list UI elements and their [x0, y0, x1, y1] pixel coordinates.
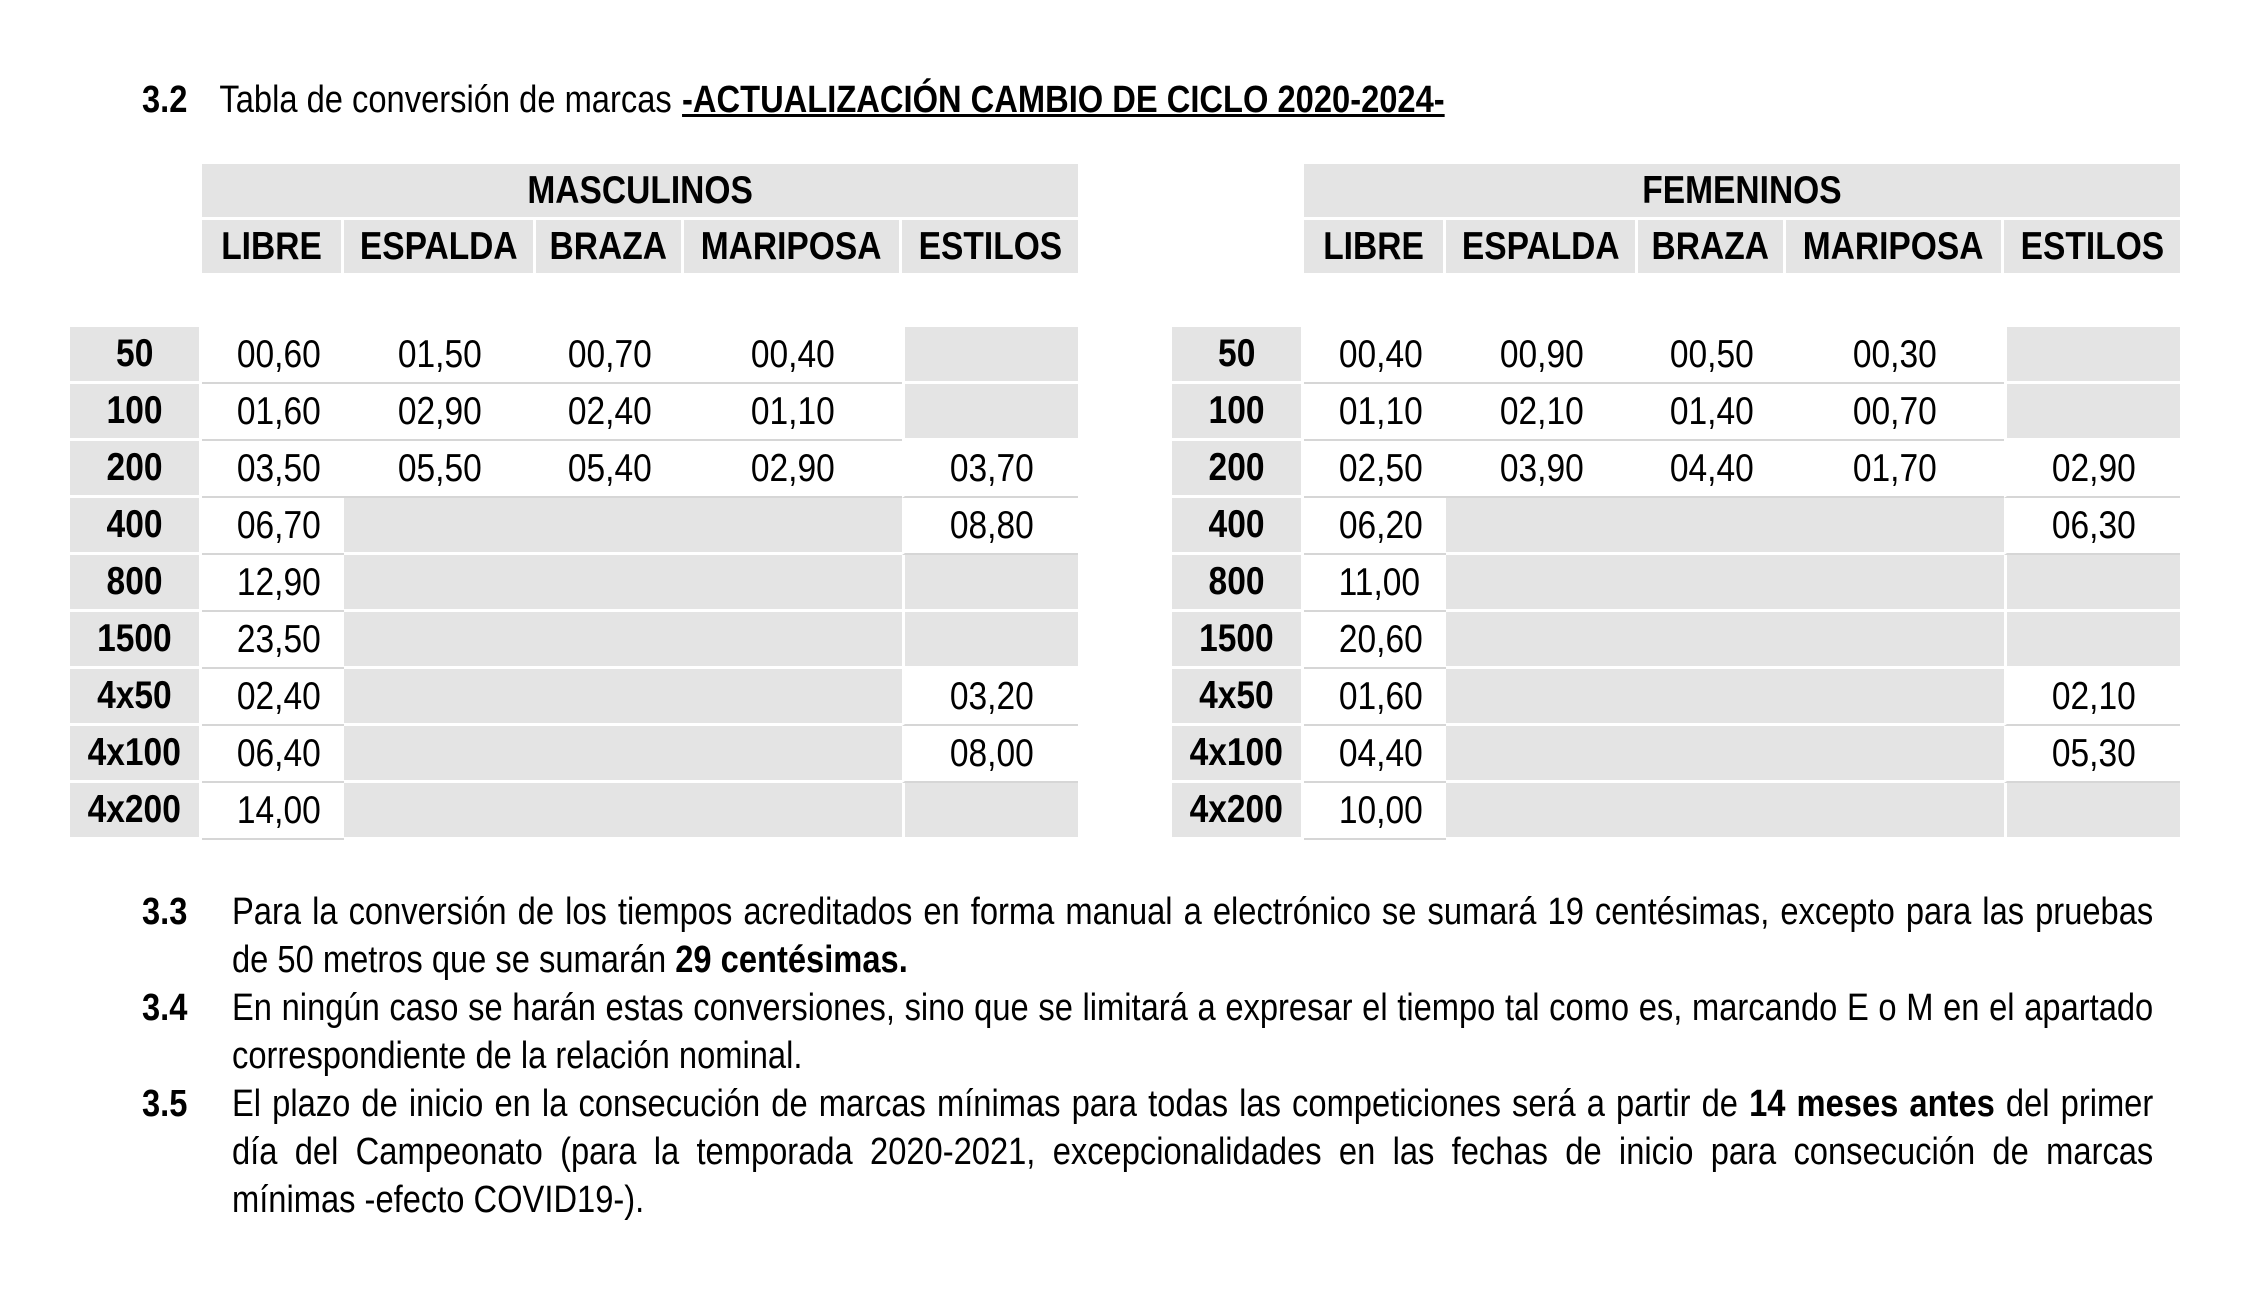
corner-cell: [70, 164, 202, 220]
value-cell-text: 02,90: [2051, 446, 2136, 490]
empty-cell: [1638, 612, 1786, 669]
column-header-espalda-text: ESPALDA: [1461, 224, 1620, 268]
value-cell-text: 01,70: [1853, 446, 1937, 490]
spacer-cell: [536, 273, 684, 327]
value-cell: [1446, 327, 1638, 384]
distance-label: [70, 327, 202, 384]
distance-label-text: 800: [1208, 560, 1265, 603]
distance-label-text: 1500: [1199, 617, 1274, 660]
table-row: [70, 783, 1078, 840]
empty-cell: [1446, 555, 1638, 612]
value-cell: [1786, 327, 2004, 384]
distance-label: [1172, 498, 1304, 555]
table-row: [1172, 327, 2180, 384]
empty-cell: [902, 612, 1078, 669]
spacer-cell: [1638, 273, 1786, 327]
note-item: [142, 984, 2166, 1080]
corner-cell: [70, 220, 202, 273]
value-cell-text: 06,20: [1338, 503, 1423, 547]
distance-label: [1172, 783, 1304, 840]
spacer-cell: [70, 273, 202, 327]
table-row: [1172, 783, 2180, 840]
column-header-braza: [1638, 220, 1786, 273]
value-cell-text: 01,50: [398, 332, 482, 376]
column-header-libre: [1304, 220, 1446, 273]
value-cell: [2004, 498, 2180, 555]
column-header-mariposa-text: MARIPOSA: [701, 224, 882, 268]
value-cell: [902, 726, 1078, 783]
spacer-cell: [1304, 273, 1446, 327]
value-cell: [1786, 441, 2004, 498]
column-header-libre-text: LIBRE: [221, 224, 322, 268]
note-text: [232, 888, 2153, 984]
distance-label: [70, 384, 202, 441]
value-cell-text: 00,60: [236, 332, 321, 376]
empty-cell: [536, 669, 684, 726]
value-cell: [202, 555, 344, 612]
table-row: [1172, 612, 2180, 669]
value-cell-text: 06,30: [2051, 503, 2136, 547]
distance-label: [1172, 726, 1304, 783]
masculinos-title-text: MASCULINOS: [527, 168, 753, 212]
spacer-cell: [1786, 273, 2004, 327]
value-cell: [1304, 498, 1446, 555]
value-cell-text: 01,10: [751, 389, 835, 433]
note-number: 3.5: [142, 1083, 188, 1125]
empty-cell: [1786, 555, 2004, 612]
value-cell: [684, 327, 902, 384]
distance-label-text: 800: [106, 560, 163, 603]
value-cell: [202, 726, 344, 783]
table-row: [1172, 669, 2180, 726]
column-header-estilos: [2004, 220, 2180, 273]
empty-cell: [1638, 555, 1786, 612]
value-cell-text: 08,00: [949, 731, 1034, 775]
distance-label: [70, 783, 202, 840]
value-cell: [344, 441, 536, 498]
value-cell: [202, 327, 344, 384]
value-cell: [1304, 327, 1446, 384]
value-cell: [202, 384, 344, 441]
value-cell-text: 04,40: [1670, 446, 1754, 490]
distance-label-text: 400: [106, 503, 163, 546]
value-cell: [1446, 384, 1638, 441]
empty-cell: [1446, 612, 1638, 669]
empty-cell: [684, 498, 902, 555]
spacer-cell: [1172, 273, 1304, 327]
empty-cell: [1446, 783, 1638, 840]
distance-label-text: 4x200: [87, 788, 182, 831]
note-text: [232, 984, 2153, 1080]
empty-cell: [684, 555, 902, 612]
note-emphasis: 29 centésimas.: [675, 939, 908, 981]
distance-label-text: 4x200: [1189, 788, 1284, 831]
value-cell: [344, 384, 536, 441]
column-header-mariposa: [684, 220, 902, 273]
corner-cell: [1172, 220, 1304, 273]
value-cell: [684, 441, 902, 498]
distance-label-text: 1500: [97, 617, 172, 660]
value-cell-text: 02,40: [568, 389, 652, 433]
value-cell-text: 14,00: [236, 788, 321, 832]
distance-label-text: 400: [1208, 503, 1265, 546]
value-cell-text: 23,50: [236, 617, 321, 661]
value-cell-text: 02,10: [1500, 389, 1584, 433]
value-cell-text: 03,90: [1500, 446, 1584, 490]
value-cell: [1304, 612, 1446, 669]
value-cell: [2004, 669, 2180, 726]
distance-label-text: 200: [106, 446, 163, 489]
table-row: [70, 726, 1078, 783]
column-header-espalda: [344, 220, 536, 273]
note-item: [142, 888, 2166, 984]
note-emphasis: 14 meses antes: [1749, 1083, 1995, 1125]
value-cell-text: 02,50: [1338, 446, 1423, 490]
empty-cell: [2004, 612, 2180, 669]
value-cell: [1446, 441, 1638, 498]
distance-label-text: 4x50: [97, 674, 172, 717]
note-span: del primer día del Campeonato (para la temporada 2020-2021, excepcionalidades en las fechas de inicio para consecución de marcas mínimas -efecto COVID19-).: [232, 1083, 2154, 1221]
value-cell-text: 05,50: [398, 446, 482, 490]
value-cell: [902, 669, 1078, 726]
distance-label: [70, 726, 202, 783]
section-highlight: -ACTUALIZACIÓN CAMBIO DE CICLO 2020-2024-: [682, 79, 1445, 121]
note-span: El plazo de inicio en la consecución de marcas mínimas para todas las competiciones será a partir de: [232, 1083, 1750, 1125]
value-cell-text: 01,60: [1338, 674, 1423, 718]
value-cell: [1304, 384, 1446, 441]
empty-cell: [536, 555, 684, 612]
empty-cell: [1446, 669, 1638, 726]
spacer-cell: [684, 273, 902, 327]
distance-label: [1172, 612, 1304, 669]
table-row: [1172, 384, 2180, 441]
value-cell-text: 08,80: [949, 503, 1034, 547]
empty-cell: [684, 726, 902, 783]
table-row: [70, 327, 1078, 384]
empty-cell: [1786, 669, 2004, 726]
value-cell-text: 00,70: [568, 332, 652, 376]
empty-cell: [1786, 498, 2004, 555]
value-cell: [536, 384, 684, 441]
section-number: 3.2: [142, 79, 188, 121]
value-cell-text: 11,00: [1338, 560, 1421, 604]
value-cell: [1304, 783, 1446, 840]
column-header-mariposa: [1786, 220, 2004, 273]
distance-label: [70, 498, 202, 555]
value-cell: [536, 327, 684, 384]
empty-cell: [344, 726, 536, 783]
distance-label: [1172, 669, 1304, 726]
value-cell-text: 06,70: [236, 503, 321, 547]
empty-cell: [1638, 726, 1786, 783]
femeninos-table: [1172, 164, 2180, 840]
note-span: Para la conversión de los tiempos acreditados en forma manual a electrónico se sumará 19 centésimas, excepto para las pruebas de 50 metros que se sumarán: [232, 891, 2154, 981]
femeninos-title: [1304, 164, 2180, 220]
value-cell: [202, 612, 344, 669]
table-row: [70, 498, 1078, 555]
empty-cell: [902, 555, 1078, 612]
distance-label: [1172, 384, 1304, 441]
distance-label: [70, 555, 202, 612]
note-number: 3.3: [142, 891, 188, 933]
distance-label: [70, 669, 202, 726]
empty-cell: [536, 612, 684, 669]
empty-cell: [2004, 327, 2180, 384]
empty-cell: [536, 726, 684, 783]
value-cell: [1638, 327, 1786, 384]
empty-cell: [902, 384, 1078, 441]
distance-label-text: 4x100: [87, 731, 182, 774]
column-header-mariposa-text: MARIPOSA: [1803, 224, 1984, 268]
value-cell-text: 01,40: [1670, 389, 1754, 433]
distance-label-text: 50: [115, 332, 154, 375]
empty-cell: [1446, 498, 1638, 555]
value-cell-text: 20,60: [1338, 617, 1423, 661]
empty-cell: [1638, 783, 1786, 840]
empty-cell: [2004, 384, 2180, 441]
value-cell: [1638, 384, 1786, 441]
column-header-libre: [202, 220, 344, 273]
table-row: [1172, 555, 2180, 612]
column-header-estilos-text: ESTILOS: [918, 224, 1062, 268]
corner-cell: [1172, 164, 1304, 220]
column-header-braza-text: BRAZA: [549, 224, 668, 268]
column-header-estilos-text: ESTILOS: [2020, 224, 2164, 268]
distance-label-text: 100: [106, 389, 163, 432]
femeninos-title-text: FEMENINOS: [1642, 168, 1842, 212]
value-cell: [902, 498, 1078, 555]
value-cell-text: 00,40: [1338, 332, 1423, 376]
value-cell: [1304, 669, 1446, 726]
distance-label: [70, 441, 202, 498]
value-cell-text: 03,50: [236, 446, 321, 490]
empty-cell: [344, 612, 536, 669]
note-span: En ningún caso se harán estas conversiones, sino que se limitará a expresar el tiempo tal como es, marcando E o M en el apartado correspondiente de la relación nominal.: [232, 987, 2154, 1077]
value-cell-text: 05,30: [2051, 731, 2136, 775]
column-header-libre-text: LIBRE: [1323, 224, 1424, 268]
empty-cell: [344, 669, 536, 726]
empty-cell: [684, 669, 902, 726]
value-cell: [1638, 441, 1786, 498]
column-header-estilos: [902, 220, 1078, 273]
empty-cell: [684, 783, 902, 840]
empty-cell: [536, 783, 684, 840]
value-cell-text: 12,90: [236, 560, 321, 604]
value-cell-text: 00,50: [1670, 332, 1754, 376]
empty-cell: [536, 498, 684, 555]
table-row: [70, 555, 1078, 612]
distance-label: [70, 612, 202, 669]
table-row: [1172, 498, 2180, 555]
column-header-espalda-text: ESPALDA: [359, 224, 518, 268]
value-cell-text: 01,60: [236, 389, 321, 433]
empty-cell: [1786, 612, 2004, 669]
column-header-braza: [536, 220, 684, 273]
value-cell-text: 00,90: [1500, 332, 1584, 376]
empty-cell: [2004, 783, 2180, 840]
value-cell-text: 02,90: [398, 389, 482, 433]
value-cell-text: 01,10: [1338, 389, 1423, 433]
notes-list: [142, 888, 2166, 1224]
empty-cell: [1638, 498, 1786, 555]
value-cell: [1786, 384, 2004, 441]
masculinos-table: [70, 164, 1078, 840]
empty-cell: [2004, 555, 2180, 612]
table-row: [1172, 441, 2180, 498]
section-title: Tabla de conversión de marcas: [219, 79, 672, 121]
spacer-cell: [902, 273, 1078, 327]
empty-cell: [684, 612, 902, 669]
empty-cell: [902, 327, 1078, 384]
value-cell-text: 02,10: [2051, 674, 2136, 718]
spacer-cell: [202, 273, 344, 327]
value-cell: [2004, 726, 2180, 783]
value-cell: [536, 441, 684, 498]
table-row: [70, 612, 1078, 669]
value-cell-text: 02,90: [751, 446, 835, 490]
column-header-espalda: [1446, 220, 1638, 273]
value-cell: [1304, 441, 1446, 498]
empty-cell: [344, 783, 536, 840]
distance-label-text: 100: [1208, 389, 1265, 432]
note-item: [142, 1080, 2166, 1224]
value-cell-text: 03,70: [949, 446, 1034, 490]
empty-cell: [1786, 726, 2004, 783]
empty-cell: [1786, 783, 2004, 840]
distance-label-text: 4x50: [1199, 674, 1274, 717]
note-number: 3.4: [142, 987, 188, 1029]
value-cell-text: 06,40: [236, 731, 321, 775]
spacer-cell: [2004, 273, 2180, 327]
value-cell: [1304, 555, 1446, 612]
table-row: [70, 441, 1078, 498]
empty-cell: [344, 555, 536, 612]
column-header-braza-text: BRAZA: [1651, 224, 1770, 268]
value-cell: [202, 441, 344, 498]
value-cell: [202, 669, 344, 726]
value-cell-text: 03,20: [949, 674, 1034, 718]
empty-cell: [902, 783, 1078, 840]
spacer-cell: [344, 273, 536, 327]
distance-label-text: 50: [1217, 332, 1256, 375]
distance-label: [1172, 441, 1304, 498]
table-row: [1172, 726, 2180, 783]
distance-label-text: 4x100: [1189, 731, 1284, 774]
value-cell: [344, 327, 536, 384]
value-cell: [2004, 441, 2180, 498]
value-cell-text: 04,40: [1338, 731, 1423, 775]
value-cell-text: 00,40: [751, 332, 835, 376]
distance-label: [1172, 327, 1304, 384]
distance-label-text: 200: [1208, 446, 1265, 489]
value-cell: [902, 441, 1078, 498]
section-heading: [142, 76, 1445, 124]
value-cell-text: 10,00: [1338, 788, 1423, 832]
masculinos-title: [202, 164, 1078, 220]
value-cell-text: 00,30: [1853, 332, 1937, 376]
value-cell-text: 05,40: [568, 446, 652, 490]
distance-label: [1172, 555, 1304, 612]
spacer-cell: [1446, 273, 1638, 327]
empty-cell: [1638, 669, 1786, 726]
empty-cell: [1446, 726, 1638, 783]
empty-cell: [344, 498, 536, 555]
value-cell: [684, 384, 902, 441]
value-cell: [1304, 726, 1446, 783]
table-row: [70, 669, 1078, 726]
note-text: [232, 1080, 2153, 1224]
value-cell: [202, 498, 344, 555]
value-cell: [202, 783, 344, 840]
table-row: [70, 384, 1078, 441]
value-cell-text: 00,70: [1853, 389, 1937, 433]
value-cell-text: 02,40: [236, 674, 321, 718]
